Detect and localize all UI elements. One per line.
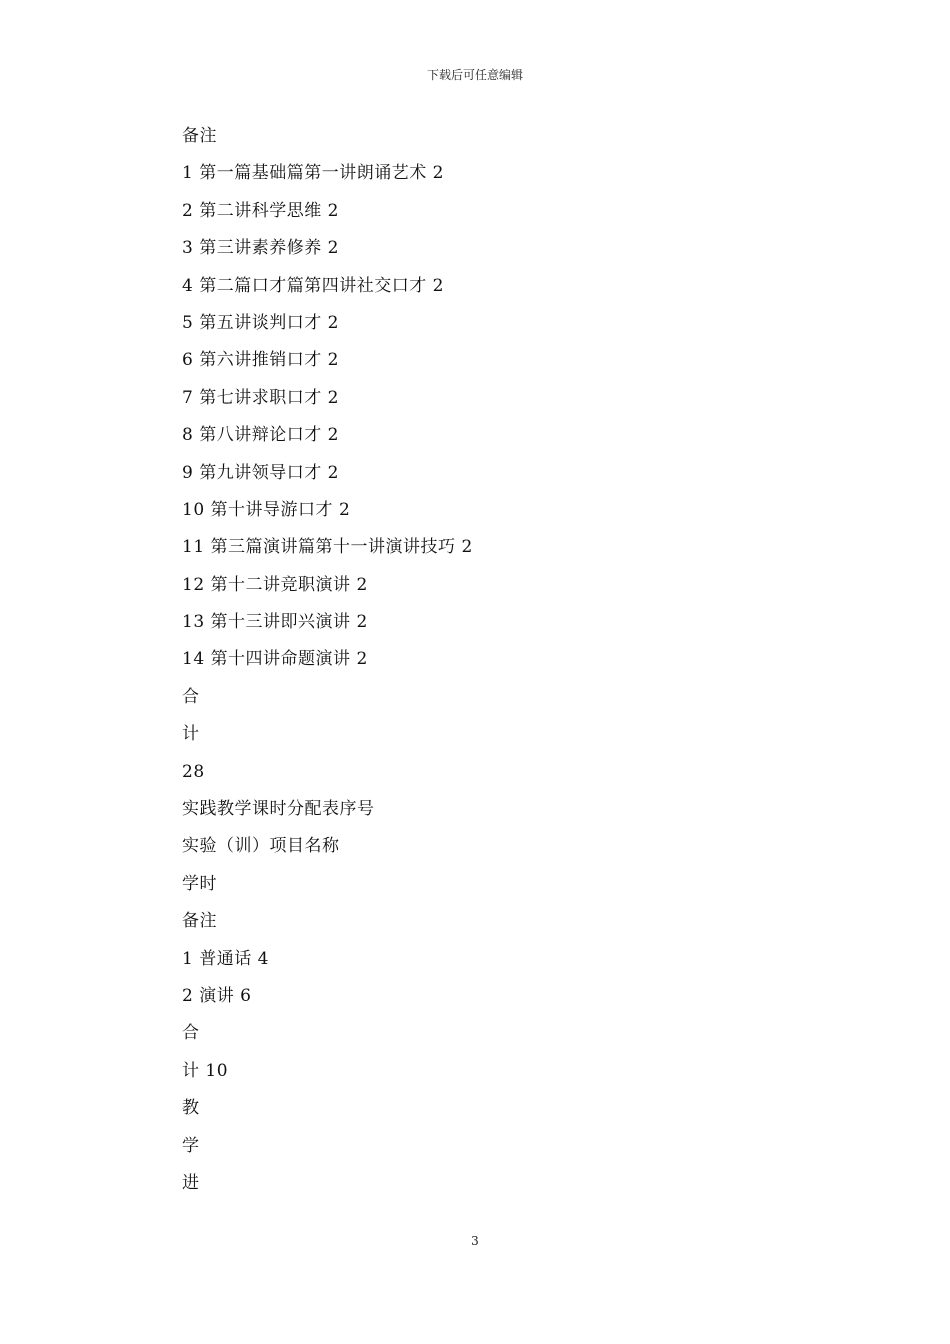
text-line: 计 10 xyxy=(182,1060,229,1081)
text-line: 28 xyxy=(182,761,205,782)
text-line: 合 xyxy=(182,1023,200,1044)
text-line: 备注 xyxy=(182,126,217,146)
text-line: 1 普通话 4 xyxy=(182,948,269,969)
text-line: 进 xyxy=(182,1172,200,1193)
text-line: 备注 xyxy=(182,911,217,932)
page-number: 3 xyxy=(471,1234,479,1248)
text-line: 10 第十讲导游口才 2 xyxy=(182,499,351,520)
text-line: 学 xyxy=(182,1135,200,1156)
text-line: 计 xyxy=(182,724,200,745)
text-line: 学时 xyxy=(182,873,217,894)
text-line: 4 第二篇口才篇第四讲社交口才 2 xyxy=(182,275,444,296)
text-line: 3 第三讲素养修养 2 xyxy=(182,238,339,259)
page-header: 下载后可任意编辑 xyxy=(426,68,523,82)
text-line: 1 第一篇基础篇第一讲朗诵艺术 2 xyxy=(182,163,444,184)
text-line: 实践教学课时分配表序号 xyxy=(182,799,375,820)
text-line: 教 xyxy=(182,1098,200,1119)
text-line: 13 第十三讲即兴演讲 2 xyxy=(182,612,368,633)
text-line: 5 第五讲谈判口才 2 xyxy=(182,312,339,333)
text-line: 合 xyxy=(182,686,200,707)
text-line: 6 第六讲推销口才 2 xyxy=(182,350,339,371)
text-line: 12 第十二讲竞职演讲 2 xyxy=(182,574,368,595)
document-body xyxy=(182,118,782,1202)
text-line: 11 第三篇演讲篇第十一讲演讲技巧 2 xyxy=(182,537,473,558)
text-line: 7 第七讲求职口才 2 xyxy=(182,387,339,408)
text-line: 9 第九讲领导口才 2 xyxy=(182,462,339,483)
text-line: 2 第二讲科学思维 2 xyxy=(182,200,339,221)
text-line: 8 第八讲辩论口才 2 xyxy=(182,425,339,446)
text-line: 实验（训）项目名称 xyxy=(182,836,340,857)
text-line: 2 演讲 6 xyxy=(182,985,252,1006)
text-line: 14 第十四讲命题演讲 2 xyxy=(182,649,368,670)
